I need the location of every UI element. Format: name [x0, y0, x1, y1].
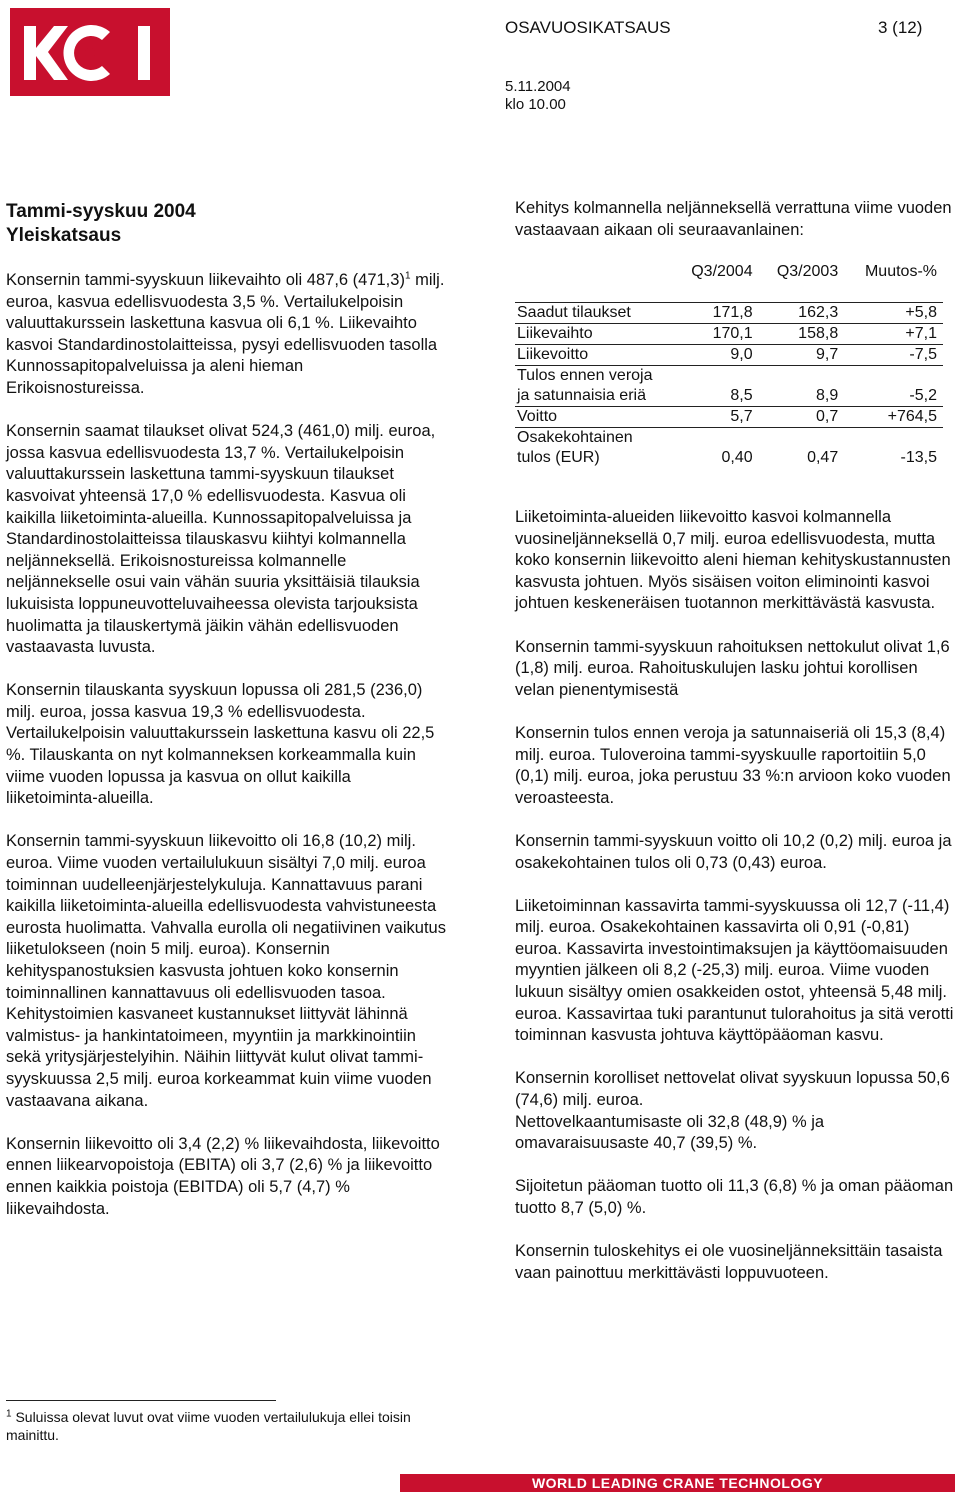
footnote-divider: [6, 1400, 276, 1401]
row-label: Liikevaihto: [517, 325, 593, 342]
heading-period: Tammi-syyskuu 2004: [6, 201, 196, 222]
right-column: [515, 507, 955, 1306]
table-header-cell: Muutos-%: [864, 263, 937, 280]
table-row: [515, 324, 943, 345]
row-value: +7,1: [905, 325, 937, 342]
table-row: [515, 407, 943, 428]
release-date: 5.11.2004: [505, 78, 571, 95]
table-header-row: [515, 262, 943, 303]
row-value: 170,1: [712, 325, 753, 342]
row-label: Saadut tilaukset: [517, 304, 631, 321]
section-heading: [6, 200, 196, 248]
paragraph-net-sales: Konsernin tammi-syyskuun liikevaihto oli 487,6 $(471,3)^1$ milj. euroa, kasvua edellisvuodesta 3,5 %. Vertailukelpoisin valuuttakurssein laskettuna kasvua oli 6,1 %. Liikevaihto kasvoi Standardinostolaitteissa, pysyi edellisvuoden tasolla Kunnossapitopalveluissa ja aleni hieman Erikoisnostureissa.: [6, 270, 445, 397]
footnote: $^1$ Suluissa olevat luvut ovat viime vuoden vertailulukuja ellei toisin mainittu.: [6, 1408, 411, 1443]
paragraph-order-book: Konsernin tilauskanta syyskuun lopussa oli 281,5 (236,0) milj. euroa, jossa kasvua 19,3 % edellisvuodesta. Vertailukelpoisin valuuttakurssein laskettuna kasvu oli 22,5 %. Tilauskanta on nyt kolmanneksen korkeammalla kuin viime vuoden lopussa ja kasvua on ollut kaikilla liiketoiminta-alueilla.: [6, 681, 435, 808]
document-type: OSAVUOSIKATSAUS: [505, 18, 671, 37]
row-value: +764,5: [887, 408, 937, 425]
page-number: 3 (12): [878, 18, 923, 37]
row-value: -7,5: [909, 346, 937, 363]
row-value: 8,9: [815, 387, 839, 404]
row-value: 0,40: [721, 449, 753, 466]
row-label: Liikevoitto: [517, 346, 589, 363]
table-row: [515, 345, 943, 366]
row-value: 171,8: [712, 304, 753, 321]
row-value: 8,5: [730, 387, 753, 404]
row-value: +5,8: [905, 304, 937, 321]
row-value: 9,0: [730, 346, 753, 363]
table-intro: Kehitys kolmannella neljänneksellä verrattuna viime vuoden vastaavaan aikaan oli seuraavanlainen:: [515, 199, 952, 239]
paragraph-orders: Konsernin saamat tilaukset olivat 524,3 (461,0) milj. euroa, jossa kasvua edellisvuodesta 13,7 %. Vertailukelpoisin valuuttakurssein laskettuna tammi-syyskuun tilaukset kasvoivat yhteensä 17,0 % edellisvuodesta. Kasvua oli kaikilla liiketoiminta-alueilla. Kunnossapitopalveluissa ja Standardinostolaitteissa tilauskasvu kiihtyi kolmannella neljänneksellä. Erikoisnostureissa kolmannelle neljännekselle osui vain vähän suuria yksittäisiä tilauksia lukuisista loppuneuvotteluvaiheessa olevista tarjouksista huolimatta ja tilauskertymä jäikin vähän edellisvuoden vastaavasta luvusta.: [6, 422, 436, 657]
row-value: 0,47: [807, 449, 839, 466]
table-header-cell: [515, 262, 673, 303]
left-column: [6, 270, 446, 1242]
paragraph-returns: Sijoitetun pääoman tuotto oli 11,3 (6,8) % ja oman pääoman tuotto 8,7 (5,0) %.: [515, 1177, 954, 1217]
row-value: -13,5: [900, 449, 937, 466]
paragraph-operating-profit: Konsernin tammi-syyskuun liikevoitto oli 16,8 (10,2) milj. euroa. Viime vuoden vertailulukuun sisältyi 7,0 milj. euroa toiminnan uudelleenjärjestelykuluja. Kannattavuus parani kaikilla liiketoiminta-alueilla edellisvuodesta vahvistuneesta eurosta huolimatta. Vahvalla eurolla oli negatiivinen vaikutus liiketulokseen (noin 5 milj. euroa). Konsernin kehityspanostuksien kasvusta johtuen koko konsernin toiminnallinen kannattavuus oli edellisvuoden tasoa. Kehitystoimien kasvaneet kustannukset liittyvät lähinnä valmistus- ja hankintatoimeen, myyntiin ja markkinointiin sekä yritysjärjestelyihin. Näihin liittyvät kulut olivat tammi-syyskuussa 2,5 milj. euroa korkeammat kuin viime vuoden vastaavana aikana.: [6, 832, 446, 1110]
row-value: 162,3: [798, 304, 839, 321]
paragraph-seasonality: Konsernin tuloskehitys ei ole vuosineljänneksittäin tasaista vaan painottuu merkittävästi loppuvuoteen.: [515, 1242, 943, 1282]
paragraph-cash-flow: Liiketoiminnan kassavirta tammi-syyskuussa oli 12,7 (-11,4) milj. euroa. Osakekohtainen kassavirta oli 0,91 (-0,81) euroa. Kassavirta investointimaksujen ja käyttöomaisuuden myyntien jälkeen oli 8,2 (-25,3) milj. euroa. Viime vuoden lukuun sisältyy omien osakkeiden ostot, yhteensä 5,48 milj. euroa. Kassavirtaa tuki parantunut tulorahoitus ja sitä verotti toiminnan kasvusta johtuva käyttöpääoman kasvu.: [515, 896, 954, 1045]
table-row: [515, 428, 943, 469]
row-label: Voitto: [517, 408, 558, 425]
row-value: 5,7: [730, 408, 753, 425]
row-label: Tulos ennen veroja ja satunnaisia eriä: [517, 367, 653, 404]
table-row: [515, 366, 943, 407]
kci-logo: [10, 8, 170, 96]
heading-overview: Yleiskatsaus: [6, 225, 122, 246]
tagline-banner: WORLD LEADING CRANE TECHNOLOGY: [400, 1474, 955, 1492]
table-header-cell: Q3/2003: [776, 263, 839, 280]
paragraph-pretax: Konsernin tulos ennen veroja ja satunnaiseriä oli 15,3 (8,4) milj. euroa. Tuloveroina tammi-syyskuulle raportoitiin 5,0 (0,1) milj. euroa, joka perustuu 33 %:n arvioon koko vuoden veroasteesta.: [515, 723, 951, 807]
footnote-ref: 1: [404, 270, 411, 282]
paragraph-financing: Konsernin tammi-syyskuun rahoituksen nettokulut olivat 1,6 (1,8) milj. euroa. Rahoituskulujen lasku johtui korollisen velan pienentymisestä: [515, 637, 950, 699]
table-row: [515, 303, 943, 324]
paragraph-net-profit: Konsernin tammi-syyskuun voitto oli 10,2 (0,2) milj. euroa ja osakekohtainen tulos oli 0,73 (0,43) euroa.: [515, 831, 952, 872]
row-value: 0,7: [815, 408, 839, 425]
table-header-cell: Q3/2004: [691, 263, 753, 280]
q3-comparison-table: [515, 262, 943, 468]
paragraph-margins: Konsernin liikevoitto oli 3,4 (2,2) % liikevaihdosta, liikevoitto ennen liikearvopoistoja (EBITA) oli 3,7 (2,6) % ja liikevoitto ennen kaikkia poistoja (EBITDA) oli 5,7 (4,7) % liikevaihdosta.: [6, 1134, 440, 1218]
row-value: -5,2: [909, 387, 937, 404]
release-time: klo 10.00: [505, 96, 566, 113]
paragraph-segment-profit: Liiketoiminta-alueiden liikevoitto kasvoi kolmannella vuosineljänneksellä 0,7 milj. euroa edellisvuodesta, mutta koko konsernin liikevoitto aleni hieman kehityskustannusten kasvusta johtuen. Myös sisäisen voiton eliminointi kasvoi johtuen keskeneräisen tuotannon merkittävästä kasvusta.: [515, 508, 951, 613]
row-value: 158,8: [798, 325, 839, 342]
paragraph-debt: Konsernin korolliset nettovelat olivat syyskuun lopussa 50,6 (74,6) milj. euroa. Nettovelkaantumisaste oli 32,8 (48,9) % ja omavaraisuusaste 40,7 (39,5) %.: [515, 1069, 950, 1153]
row-label: Osakekohtainen tulos (EUR): [517, 429, 633, 466]
row-value: 9,7: [815, 346, 839, 363]
